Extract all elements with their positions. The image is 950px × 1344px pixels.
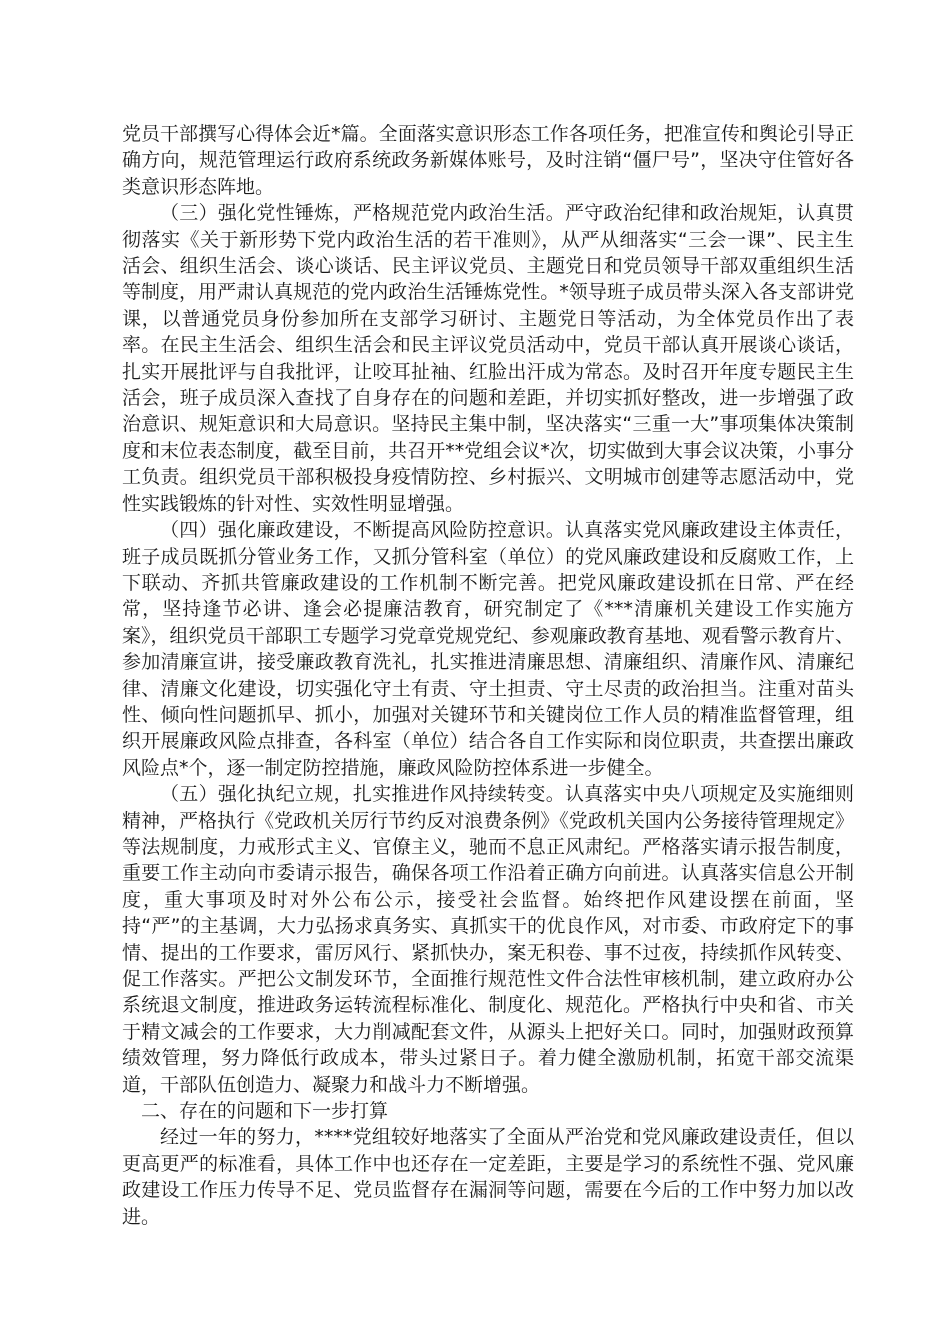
section-heading-problems: 二、存在的问题和下一步打算 <box>141 1100 389 1123</box>
paragraph-section-5: （五）强化执纪立规，扎实推进作风持续转变。认真落实中央八项规定及实施细则精神，严格执行《党政机关厉行节约反对浪费条例》《党政机关国内公务接待管理规定》等法规制度，力戒形式主义、官僚主义，驰而不息正风肃纪。严格落实请示报告制度，重要工作主动向市委请示报告，确保各项工作沿着正确方向前进。认真落实信息公开制度，重大事项及时对外公布公示，接受社会监督。始终把作风建设摆在前面，坚持“严”的主基调，大力弘扬求真务实、真抓实干的优良作风，对市委、市政府定下的事情、提出的工作要求，雷厉风行、紧抓快办，案无积卷、事不过夜，持续抓作风转变、促工作落实。严把公文制发环节，全面推行规范性文件合法性审核机制，建立政府办公系统退文制度，推进政务运转流程标准化、制度化、规范化。严格执行中央和省、市关于精文减会的工作要求，大力削减配套文件，从源头上把好关口。同时，加强财政预算绩效管理，努力降低行政成本，带头过紧日子。着力健全激励机制，拓宽干部交流渠道，干部队伍创造力、凝聚力和战斗力不断增强。 <box>122 783 854 1096</box>
paragraph-continuation: 党员干部撰写心得体会近*篇。全面落实意识形态工作各项任务，把准宣传和舆论引导正确方向，规范管理运行政府系统政务新媒体账号，及时注销“僵尸号”，坚决守住管好各类意识形态阵地。 <box>122 123 854 198</box>
paragraph-section-3: （三）强化党性锤炼，严格规范党内政治生活。严守政治纪律和政治规矩，认真贯彻落实《关于新形势下党内政治生活的若干准则》，从严从细落实“三会一课”、民主生活会、组织生活会、谈心谈话、民主评议党员、主题党日和党员领导干部双重组织生活等制度，用严肃认真规范的党内政治生活锤炼党性。*领导班子成员带头深入各支部讲党课，以普通党员身份参加所在支部学习研讨、主题党日等活动，为全体党员作出了表率。在民主生活会、组织生活会和民主评议党员活动中，党员干部认真开展谈心谈话，扎实开展批评与自我批评，让咬耳扯袖、红脸出汗成为常态。及时召开年度专题民主生活会，班子成员深入查找了自身存在的问题和差距，并切实抓好整改，进一步增强了政治意识、规矩意识和大局意识。坚持民主集中制，坚决落实“三重一大”事项集体决策制度和末位表态制度，截至目前，共召开**党组会议*次，切实做到大事会议决策，小事分工负责。组织党员干部积极投身疫情防控、乡村振兴、文明城市创建等志愿活动中，党性实践锻炼的针对性、实效性明显增强。 <box>122 202 854 515</box>
document-page <box>122 121 854 1230</box>
paragraph-section-4: （四）强化廉政建设，不断提高风险防控意识。认真落实党风廉政建设主体责任，班子成员既抓分管业务工作，又抓分管科室（单位）的党风廉政建设和反腐败工作，上下联动、齐抓共管廉政建设的工作机制不断完善。把党风廉政建设抓在日常、严在经常，坚持逢节必讲、逢会必提廉洁教育，研究制定了《***清廉机关建设工作实施方案》，组织党员干部职工专题学习党章党规党纪、参观廉政教育基地、观看警示教育片、参加清廉宣讲，接受廉政教育洗礼，扎实推进清廉思想、清廉组织、清廉作风、清廉纪律、清廉文化建设，切实强化守土有责、守土担责、守土尽责的政治担当。注重对苗头性、倾向性问题抓早、抓小，加强对关键环节和关键岗位工作人员的精准监督管理，组织开展廉政风险点排查，各科室（单位）结合各自工作实际和岗位职责，共查摆出廉政风险点*个，逐一制定防控措施，廉政风险防控体系进一步健全。 <box>122 519 854 779</box>
paragraph-problems: 经过一年的努力，****党组较好地落实了全面从严治党和党风廉政建设责任，但以更高更严的标准看，具体工作中也还存在一定差距，主要是学习的系统性不强、党风廉政建设工作压力传导不足、党员监督存在漏洞等问题，需要在今后的工作中努力加以改进。 <box>122 1126 854 1228</box>
